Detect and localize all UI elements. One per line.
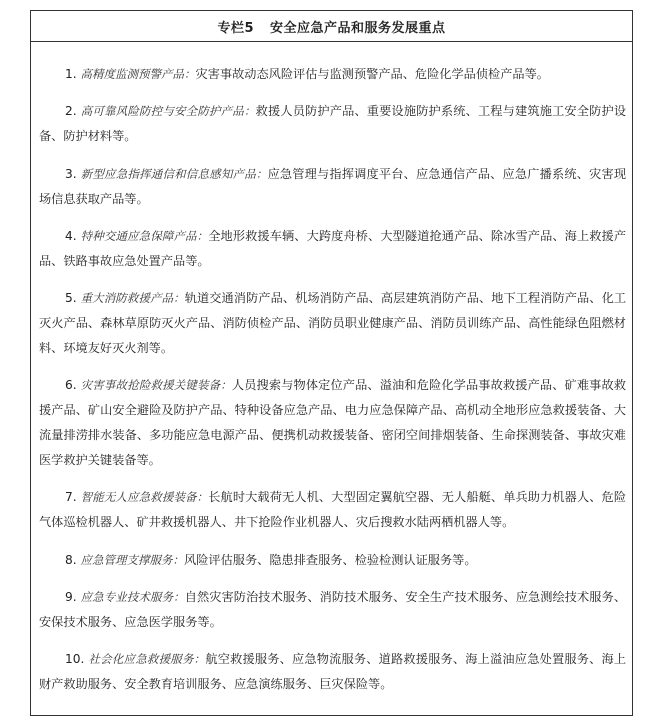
item-number: 3. [65,166,77,181]
list-item [39,373,626,473]
item-text: 风险评估服务、隐患排查服务、检验检测认证服务等。 [184,552,477,567]
list-item [39,585,626,635]
item-lead: 特种交通应急保障产品： [80,228,209,243]
list-item [39,647,626,697]
item-lead: 灾害事故抢险救援关键装备： [80,378,232,393]
feature-box [30,10,633,716]
item-number: 7. [65,490,77,505]
item-lead: 高可靠风险防控与安全防护产品： [80,104,256,119]
list-item [39,485,626,535]
item-lead: 社会化应急救援服务： [88,651,206,666]
list-item [39,62,626,87]
item-lead: 智能无人应急救援装备： [80,490,209,505]
item-number: 2. [65,104,77,119]
item-number: 5. [65,290,77,305]
box-title [31,11,632,42]
item-lead: 高精度监测预警产品： [80,67,196,82]
list-item [39,99,626,149]
list-item [39,548,626,573]
item-lead: 应急管理支撑服务： [80,552,185,567]
box-title-label: 专栏5 [217,20,255,36]
item-number: 6. [65,378,77,393]
item-text: 轨道交通消防产品、机场消防产品、高层建筑消防产品、地下工程消防产品、化工灭火产品、森林草原防灭火产品、消防侦检产品、消防员职业健康产品、消防员训练产品、高性能绿色阻燃材料、环境友好灭火剂等。 [39,290,627,355]
item-lead: 重大消防救援产品： [80,290,185,305]
item-text: 救援人员防护产品、重要设施防护系统、工程与建筑施工安全防护设备、防护材料等。 [39,104,627,144]
item-number: 1. [65,67,77,82]
item-text: 航空救援服务、应急物流服务、道路救援服务、海上溢油应急处置服务、海上财产救助服务、安全教育培训服务、应急演练服务、巨灾保险等。 [39,651,627,691]
list-item [39,162,626,212]
item-number: 4. [65,228,77,243]
item-text: 自然灾害防治技术服务、消防技术服务、安全生产技术服务、应急测绘技术服务、安保技术服务、应急医学服务等。 [39,589,627,629]
item-text: 应急管理与指挥调度平台、应急通信产品、应急广播系统、灾害现场信息获取产品等。 [39,166,627,206]
item-lead: 应急专业技术服务： [80,589,185,604]
item-text: 灾害事故动态风险评估与监测预警产品、危险化学品侦检产品等。 [195,67,549,82]
item-lead: 新型应急指挥通信和信息感知产品： [80,166,268,181]
item-text: 全地形救援车辆、大跨度舟桥、大型隧道抢通产品、除冰雪产品、海上救援产品、铁路事故应急处置产品等。 [39,228,627,268]
item-text: 人员搜索与物体定位产品、溢油和危险化学品事故救援产品、矿难事故救援产品、矿山安全避险及防护产品、特种设备应急产品、电力应急保障产品、高机动全地形应急救援装备、大流量排涝排水装备、多功能应急电源产品、便携机动救援装备、密闭空间排烟装备、生命探测装备、事故灾难医学救护关键装备等。 [39,378,627,468]
box-title-text: 安全应急产品和服务发展重点 [270,20,446,36]
item-list [31,42,632,697]
item-number: 9. [65,589,77,604]
item-number: 8. [65,552,77,567]
list-item [39,286,626,361]
item-number: 10. [65,651,85,666]
item-text: 长航时大载荷无人机、大型固定翼航空器、无人船艇、单兵助力机器人、危险气体巡检机器人、矿井救援机器人、井下抢险作业机器人、灾后搜救水陆两栖机器人等。 [39,490,627,530]
list-item [39,224,626,274]
